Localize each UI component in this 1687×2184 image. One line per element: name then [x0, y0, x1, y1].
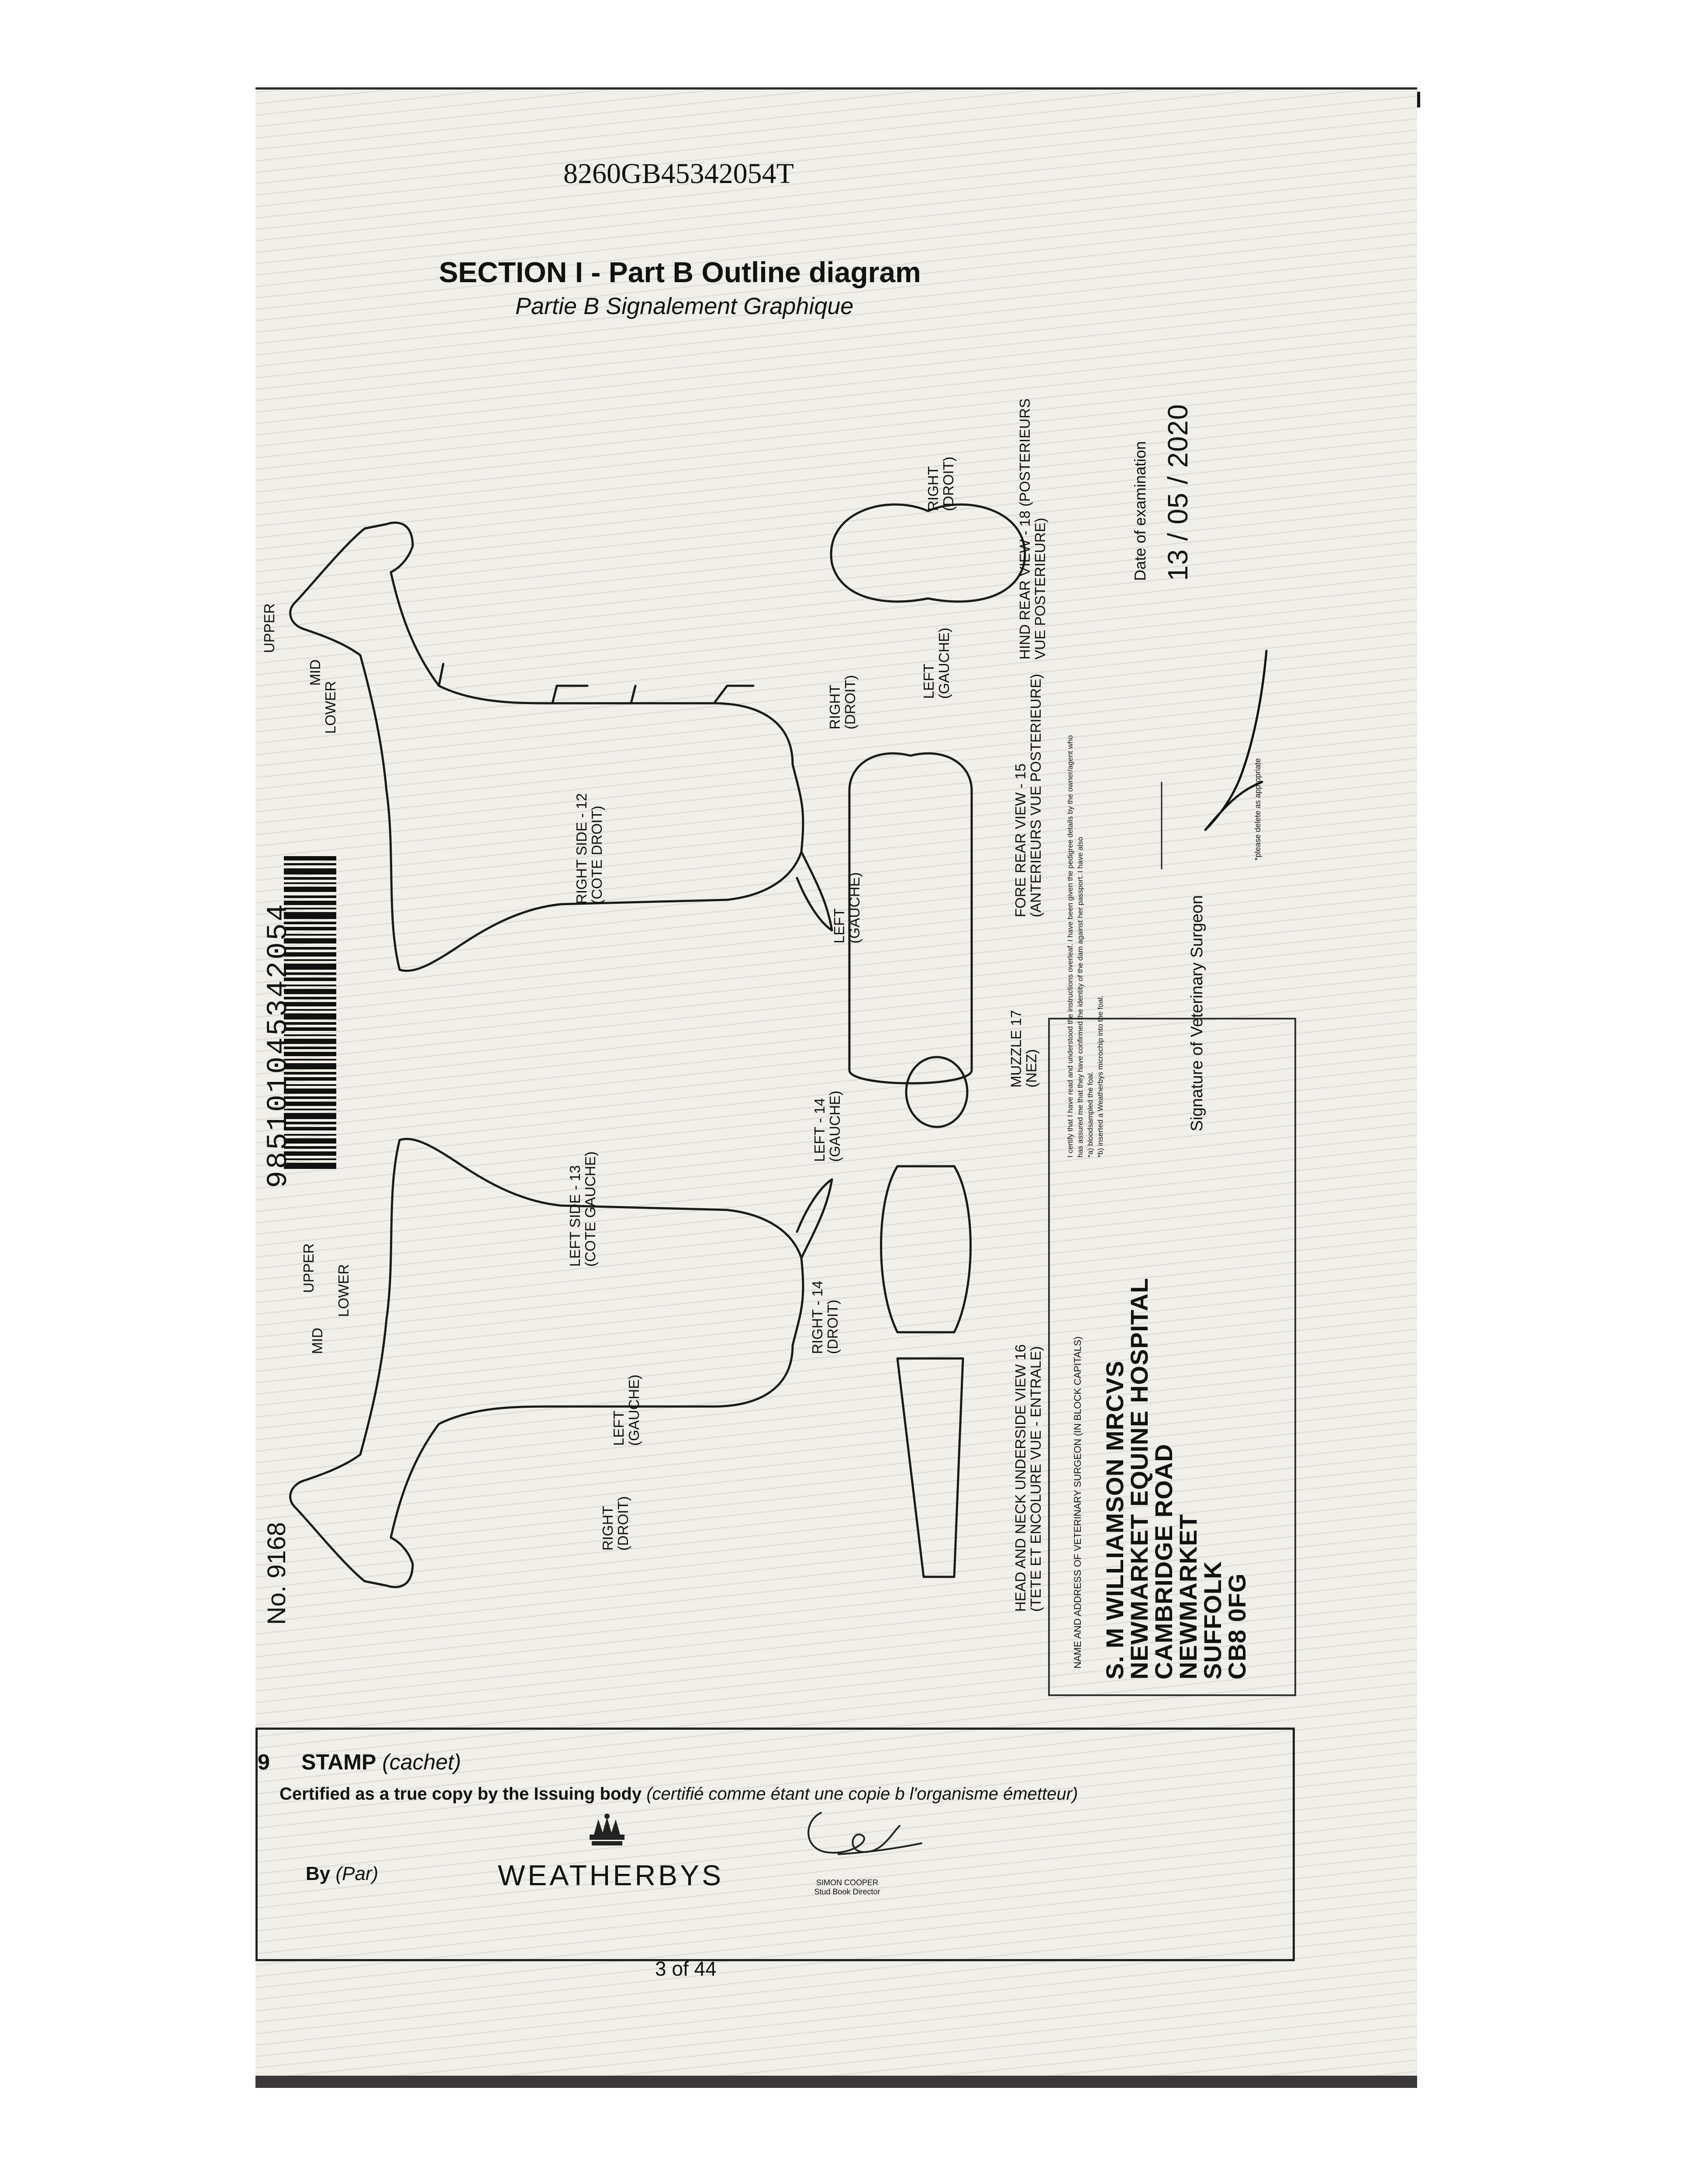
section-title: SECTION I - Part B Outline diagram [439, 256, 921, 288]
vet-address-line: S. M WILLIAMSON MRCVS [1101, 1360, 1128, 1679]
horse-outline-diagram [255, 459, 1129, 1638]
label-mid-right: MID [307, 659, 323, 686]
stamp-title: STAMP (cachet) [301, 1750, 461, 1774]
left-side-tail [797, 1179, 832, 1258]
weatherbys-crest-icon [581, 1813, 633, 1852]
date-label: Date of examination [1131, 441, 1149, 581]
right-side-legs [439, 664, 753, 703]
signature-line [1153, 782, 1170, 869]
muzzle-view [906, 1057, 967, 1127]
label-hind-rear-view: HIND REAR VIEW - 18 (POSTERIEURS VUE POSTERIEURE) [1017, 398, 1048, 660]
section-subtitle: Partie B Signalement Graphique [515, 293, 854, 319]
signer-title: Stud Book Director [814, 1887, 880, 1896]
underside-view [881, 1166, 971, 1332]
certify-line: *b) inserted a Weatherbys microchip into the foal. [1096, 995, 1104, 1158]
head-neck-underside [897, 1358, 963, 1577]
label-right-low: RIGHT (DROIT) [600, 1496, 631, 1551]
vet-address-line: SUFFOLK [1199, 1561, 1226, 1679]
signer-name: SIMON COOPER [816, 1878, 878, 1887]
vet-signature [1188, 646, 1288, 839]
label-left-top: LEFT (GAUCHE) [921, 627, 952, 699]
vet-address-line: CAMBRIDGE ROAD [1150, 1444, 1177, 1679]
scan-edge-bottom [255, 2076, 1417, 2088]
vet-address-line: CB8 0FG [1223, 1573, 1251, 1679]
left-side-horse-outline [290, 1139, 803, 1587]
label-muzzle: MUZZLE 17 (NEZ) [1008, 1010, 1039, 1088]
vet-certification [1066, 735, 1106, 1158]
date-of-examination: 13 / 05 / 2020 [1162, 404, 1194, 581]
right-side-tail [797, 852, 832, 930]
vet-signature-label: Signature of Veterinary Surgeon [1188, 895, 1206, 1131]
label-lower-right: LOWER [322, 681, 338, 734]
vet-address [1103, 1278, 1249, 1679]
right-side-horse-outline [290, 523, 803, 971]
label-head-neck: HEAD AND NECK UNDERSIDE VIEW 16 (TETE ET ENCOLURE VUE - ENTRALE) [1012, 1344, 1044, 1612]
fore-rear-view [849, 753, 972, 1083]
passport-serial: 8260GB45342054T [563, 158, 794, 190]
certify-line: has assured me that they have confirmed the identity of the dam against her passport. I have also [1076, 836, 1084, 1158]
label-left-mid: LEFT (GAUCHE) [831, 872, 862, 943]
by-label: By (Par) [306, 1863, 379, 1884]
hind-rear-view [831, 505, 1025, 601]
label-mid-left: MID [309, 1327, 325, 1354]
stamp-number: 9 [258, 1750, 270, 1774]
label-upper-right: UPPER [261, 603, 277, 653]
signer-caption [799, 1878, 895, 1897]
label-lower-left: LOWER [335, 1264, 352, 1317]
barcode-number: 985101045342054 [262, 902, 295, 1188]
label-right-14: RIGHT - 14 (DROIT) [809, 1280, 841, 1354]
label-left-low: LEFT (GAUCHE) [611, 1374, 642, 1446]
vet-address-line: NEWMARKET EQUINE HOSPITAL [1125, 1278, 1153, 1679]
label-right-side: RIGHT SIDE - 12 (COTE DROIT) [573, 793, 605, 904]
label-right-top: RIGHT (DROIT) [925, 456, 956, 511]
certify-line: *a) bloodsampled the foal. [1086, 1071, 1094, 1158]
certified-note: Certified as a true copy by the Issuing body (certifié comme étant une copie b l'organisme émetteur) [279, 1784, 1078, 1804]
weatherbys-logo-text: WEATHERBYS [498, 1859, 724, 1891]
label-left-14: LEFT - 14 (GAUCHE) [811, 1090, 843, 1162]
label-fore-rear-view: FORE REAR VIEW - 15 (ANTERIEURS VUE POSTERIEURE) [1012, 674, 1044, 917]
delete-note: *please delete as appropriate [1253, 758, 1262, 860]
vet-address-line: NEWMARKET [1174, 1514, 1202, 1679]
label-left-side: LEFT SIDE - 13 (COTE GAUCHE) [567, 1151, 598, 1267]
vet-name-label: NAME AND ADDRESS OF VETERINARY SURGEON (IN BLOCK CAPITALS) [1072, 1336, 1083, 1669]
certify-line: I certify that I have read and understood the instructions overleaf. I have been given the pedigree details by the owner/agent who [1066, 735, 1074, 1158]
label-right-mid: RIGHT (DROIT) [827, 675, 858, 729]
page-number: 3 of 44 [655, 1957, 717, 1980]
director-signature [786, 1787, 926, 1874]
label-upper-left: UPPER [300, 1243, 317, 1293]
certificate-number: No. 9168 [262, 1522, 291, 1625]
